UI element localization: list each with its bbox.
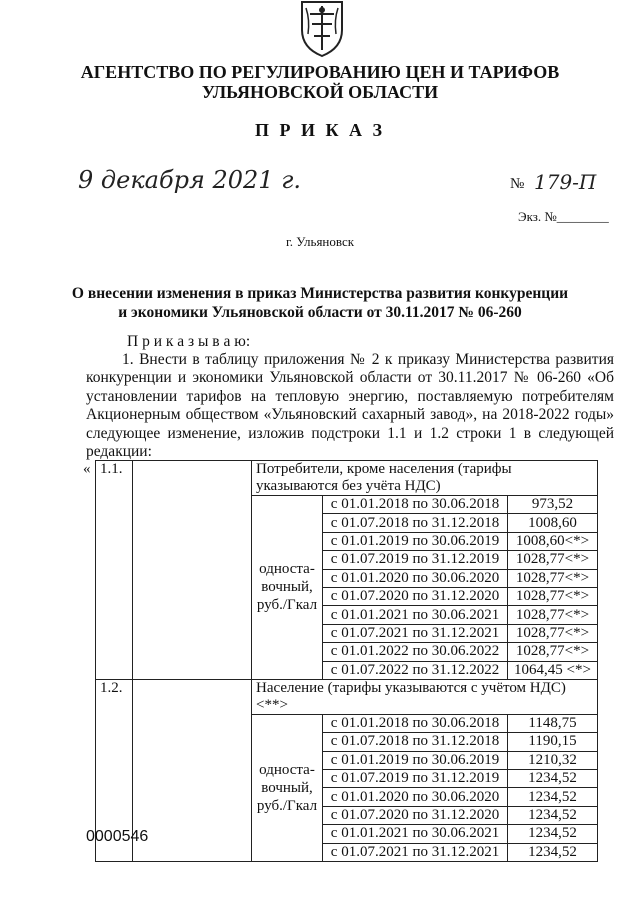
tariff-period: с 01.07.2018 по 31.12.2018 bbox=[323, 514, 508, 532]
date-handwritten: 9 декабря 2021 г. bbox=[78, 166, 301, 194]
document-type: П Р И К А З bbox=[254, 120, 386, 140]
tariff-period: с 01.01.2018 по 30.06.2018 bbox=[323, 496, 508, 514]
tariff-value: 1028,77<*> bbox=[508, 606, 598, 624]
tariff-value: 1234,52 bbox=[508, 843, 598, 861]
order-paragraph: 1. Внести в таблицу приложения № 2 к приказу Министерства развития конкуренции и экономики Ульяновской области от 30.11.2017 № 06-260 «Об установлении тарифов на тепловую энергию, поставляемую потребителям Акционерным обществом «Ульяновский сахарный завод», на 2018-2022 годы» следующее изменение, изложив подстроки 1.1 и 1.2 строки 1 в следующей редакции: bbox=[86, 351, 614, 461]
tariff-period: с 01.07.2018 по 31.12.2018 bbox=[323, 733, 508, 751]
tariff-value: 1234,52 bbox=[508, 825, 598, 843]
empty-cell bbox=[133, 679, 252, 861]
tariff-period: с 01.07.2022 по 31.12.2022 bbox=[323, 661, 508, 679]
tariff-value: 973,52 bbox=[508, 496, 598, 514]
number-label: № bbox=[510, 176, 525, 192]
tariff-period: с 01.07.2019 по 31.12.2019 bbox=[323, 551, 508, 569]
copy-number-label: Экз. №________ bbox=[518, 209, 609, 224]
tariff-period: с 01.01.2019 по 30.06.2019 bbox=[323, 532, 508, 550]
consumer-group-heading: Потребители, кроме населения (тарифы указываются без учёта НДС) bbox=[252, 461, 598, 496]
tariff-period: с 01.01.2021 по 30.06.2021 bbox=[323, 825, 508, 843]
tariff-period: с 01.07.2021 по 31.12.2021 bbox=[323, 624, 508, 642]
tariff-period: с 01.01.2022 по 30.06.2022 bbox=[323, 643, 508, 661]
tariff-period: с 01.07.2020 по 31.12.2020 bbox=[323, 587, 508, 605]
tariff-value: 1234,52 bbox=[508, 788, 598, 806]
city: г. Ульяновск bbox=[285, 234, 355, 249]
tariff-period: с 01.01.2020 по 30.06.2020 bbox=[323, 788, 508, 806]
table-row bbox=[96, 679, 598, 714]
tariff-period: с 01.07.2019 по 31.12.2019 bbox=[323, 770, 508, 788]
empty-cell bbox=[133, 461, 252, 680]
tariff-table bbox=[95, 460, 598, 862]
agency-name-line1: АГЕНТСТВО ПО РЕГУЛИРОВАНИЮ ЦЕН И ТАРИФОВ bbox=[80, 62, 560, 82]
tariff-value: 1064,45 <*> bbox=[508, 661, 598, 679]
document-serial-number: 0000546 bbox=[86, 828, 149, 845]
tariff-value: 1028,77<*> bbox=[508, 587, 598, 605]
tariff-value: 1028,77<*> bbox=[508, 624, 598, 642]
tariff-table-container bbox=[95, 460, 598, 862]
tariff-value: 1028,77<*> bbox=[508, 643, 598, 661]
tariff-unit: односта-вочный, руб./Гкал bbox=[252, 714, 323, 861]
consumer-group-heading: Население (тарифы указываются с учётом НДС) <**> bbox=[252, 679, 598, 714]
tariff-period: с 01.01.2019 по 30.06.2019 bbox=[323, 751, 508, 769]
tariff-unit: односта-вочный, руб./Гкал bbox=[252, 496, 323, 680]
tariff-value: 1234,52 bbox=[508, 806, 598, 824]
tariff-value: 1028,77<*> bbox=[508, 551, 598, 569]
order-title-line1: О внесении изменения в приказ Министерства развития конкуренции bbox=[71, 285, 569, 302]
tariff-value: 1008,60 bbox=[508, 514, 598, 532]
tariff-period: с 01.07.2020 по 31.12.2020 bbox=[323, 806, 508, 824]
order-title-line2: и экономики Ульяновской области от 30.11.2017 № 06-260 bbox=[118, 304, 522, 321]
table-row bbox=[96, 461, 598, 496]
table-open-quote: « bbox=[83, 461, 91, 477]
order-number-handwritten: 179-П bbox=[534, 170, 597, 194]
tariff-period: с 01.07.2021 по 31.12.2021 bbox=[323, 843, 508, 861]
tariff-value: 1148,75 bbox=[508, 714, 598, 732]
tariff-period: с 01.01.2020 по 30.06.2020 bbox=[323, 569, 508, 587]
tariff-period: с 01.01.2018 по 30.06.2018 bbox=[323, 714, 508, 732]
tariff-value: 1190,15 bbox=[508, 733, 598, 751]
tariff-value: 1028,77<*> bbox=[508, 569, 598, 587]
agency-name-line2: УЛЬЯНОВСКОЙ ОБЛАСТИ bbox=[201, 82, 439, 102]
tariff-value: 1234,52 bbox=[508, 770, 598, 788]
tariff-value: 1210,32 bbox=[508, 751, 598, 769]
tariff-value: 1008,60<*> bbox=[508, 532, 598, 550]
row-number: 1.2. bbox=[96, 679, 133, 861]
order-word: П р и к а з ы в а ю: bbox=[127, 333, 251, 350]
row-number: 1.1. bbox=[96, 461, 133, 680]
tariff-period: с 01.01.2021 по 30.06.2021 bbox=[323, 606, 508, 624]
coat-of-arms-icon bbox=[298, 0, 346, 58]
